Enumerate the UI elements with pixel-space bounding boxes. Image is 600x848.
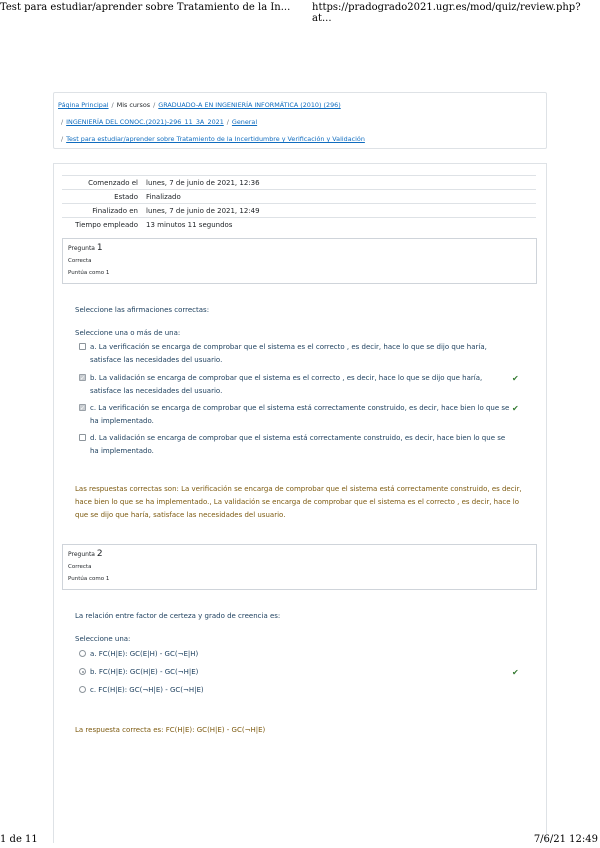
- question-state: Correcta: [68, 564, 92, 570]
- question-grade: Puntúa como 1: [68, 576, 110, 582]
- summary-row: [62, 189, 536, 203]
- print-page-number: 1 de 11: [0, 834, 38, 845]
- question-2-info: [62, 544, 537, 590]
- summary-key: Finalizado en: [92, 207, 138, 215]
- summary-key: Estado: [114, 193, 138, 201]
- summary-value: lunes, 7 de junio de 2021, 12:36: [146, 179, 260, 187]
- answer-label: c. FC(H|E): GC(¬H|E) - GC(¬H|E): [90, 686, 204, 694]
- answer-label: b. FC(H|E): GC(H|E) - GC(¬H|E): [90, 668, 199, 676]
- answer-label: b. La validación se encarga de comprobar que el sistema es el correcto , es decir, hace lo que se dijo que haría, satisface las necesidades del usuario.: [90, 374, 483, 395]
- answer-radio[interactable]: [79, 686, 86, 693]
- summary-value: Finalizado: [146, 193, 181, 201]
- answer-label: d. La validación se encarga de comprobar que el sistema está correctamente construido, es decir, hace bien lo que se ha implementado.: [90, 434, 506, 455]
- breadcrumb-my-courses: Mis cursos: [116, 101, 151, 109]
- breadcrumb-separator: /: [61, 135, 64, 143]
- attempt-summary-table: [62, 175, 536, 231]
- summary-row: [62, 175, 536, 189]
- summary-key: Comenzado el: [88, 179, 138, 187]
- breadcrumb-separator: /: [153, 101, 156, 109]
- question-state: Correcta: [68, 258, 92, 264]
- answer-checkbox[interactable]: [79, 434, 86, 441]
- breadcrumb-separator: /: [111, 101, 114, 109]
- answer-option: [79, 666, 529, 680]
- question-2-prompt: La relación entre factor de certeza y grado de creencia es:: [75, 612, 281, 620]
- answer-option: [79, 432, 529, 458]
- question-2-instruction: Seleccione una:: [75, 635, 131, 643]
- summary-row: [62, 217, 536, 231]
- breadcrumb-line-2: [58, 118, 257, 126]
- summary-key: Tiempo empleado: [75, 221, 138, 229]
- answer-radio[interactable]: [79, 650, 86, 657]
- breadcrumb: [53, 92, 547, 149]
- breadcrumb-line-1: [58, 101, 341, 109]
- answer-checkbox[interactable]: [79, 343, 86, 350]
- check-icon: ✔: [512, 374, 519, 383]
- question-grade: Puntúa como 1: [68, 270, 110, 276]
- summary-value: 13 minutos 11 segundos: [146, 221, 233, 229]
- breadcrumb-home-link[interactable]: Página Principal: [58, 101, 109, 109]
- breadcrumb-separator: /: [226, 118, 229, 126]
- answer-checkbox[interactable]: [79, 404, 86, 411]
- summary-value: lunes, 7 de junio de 2021, 12:49: [146, 207, 260, 215]
- answer-option: [79, 341, 529, 367]
- breadcrumb-degree-link[interactable]: GRADUADO-A EN INGENIERÍA INFORMÁTICA (2010) (296): [158, 101, 341, 109]
- print-datetime: 7/6/21 12:49: [533, 834, 598, 845]
- breadcrumb-course-link[interactable]: INGENIERÍA DEL CONOC.(2021)-296_11_3A_2021: [66, 118, 224, 126]
- answer-option: [79, 648, 529, 662]
- print-page-title: Test para estudiar/aprender sobre Tratamiento de la In...: [0, 2, 291, 13]
- print-page-url: https://pradogrado2021.ugr.es/mod/quiz/review.php?at...: [312, 2, 581, 24]
- breadcrumb-section-link[interactable]: General: [231, 118, 258, 126]
- answer-option: [79, 402, 529, 428]
- answer-checkbox[interactable]: [79, 374, 86, 381]
- breadcrumb-separator: /: [61, 118, 64, 126]
- answer-radio[interactable]: [79, 668, 86, 675]
- breadcrumb-line-3: [58, 135, 365, 143]
- question-2-feedback: La respuesta correcta es: FC(H|E): GC(H|E) - GC(¬H|E): [75, 726, 266, 734]
- answer-label: c. La verificación se encarga de comprobar que el sistema está correctamente construido, es decir, hace bien lo que se ha implementado.: [90, 404, 510, 425]
- answer-option: [79, 684, 529, 698]
- check-icon: ✔: [512, 668, 519, 677]
- question-1-prompt: Seleccione las afirmaciones correctas:: [75, 306, 210, 314]
- question-number: Pregunta 2: [68, 549, 103, 559]
- answer-option: [79, 372, 529, 398]
- print-header: [0, 2, 600, 24]
- question-1-feedback: Las respuestas correctas son: La verificación se encarga de comprobar que el sistema está correctamente construido, es decir, hace bien lo que se ha implementado., La validación se encarga de comprobar que el sistema es el correcto , es decir, hace lo que se dijo que haría, satisface las necesidades del usuario.: [75, 485, 522, 519]
- answer-label: a. La verificación se encarga de comprobar que el sistema es el correcto , es decir, hace lo que se dijo que haría, satisface las necesidades del usuario.: [90, 343, 487, 364]
- question-number: Pregunta 1: [68, 243, 103, 253]
- question-1-info: [62, 238, 537, 284]
- print-footer: [0, 834, 600, 848]
- summary-row: [62, 203, 536, 217]
- check-icon: ✔: [512, 404, 519, 413]
- question-1-instruction: Seleccione una o más de una:: [75, 329, 181, 337]
- answer-label: a. FC(H|E): GC(E|H) - GC(¬E|H): [90, 650, 199, 658]
- breadcrumb-quiz-link[interactable]: Test para estudiar/aprender sobre Tratamiento de la Incertidumbre y Verificación y Validación: [66, 135, 365, 143]
